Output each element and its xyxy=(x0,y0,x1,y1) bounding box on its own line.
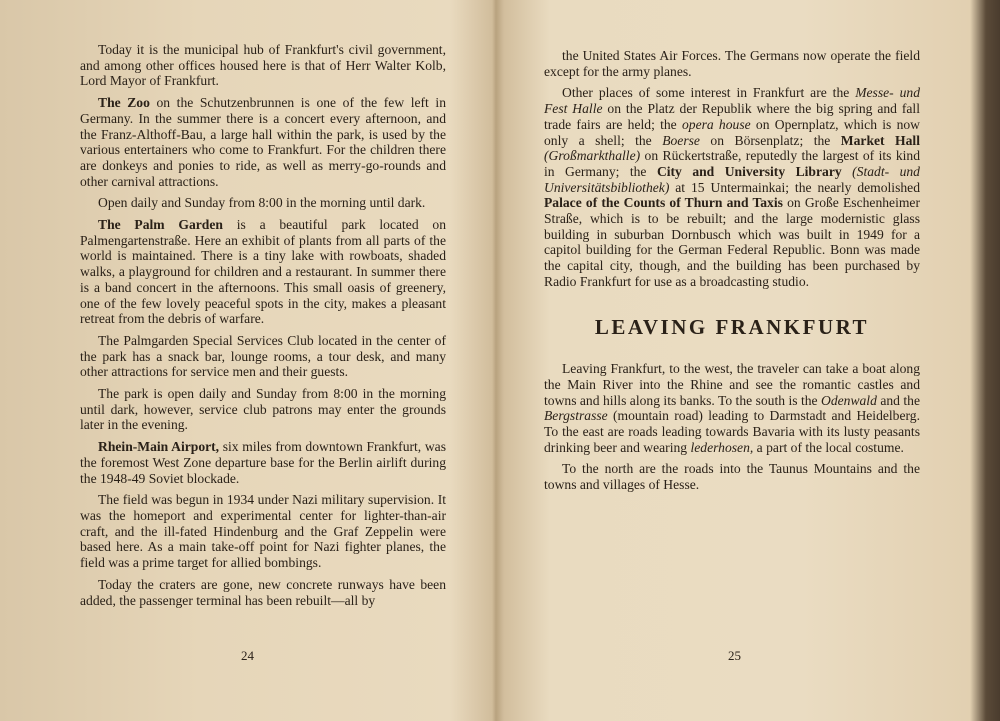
bold-term: Market Hall xyxy=(840,132,920,148)
italic-term: Boerse xyxy=(662,132,700,148)
italic-term: lederhosen, xyxy=(690,439,754,455)
right-page-text-before xyxy=(544,48,920,290)
paragraph: The Palm Garden is a beautiful park located on Palmengartenstraße. Here an exhibit of plants from all parts of the world is maintained. There is a tiny lake with rowboats, shaded walks, a playground for children and a restaurant. In summer there is a band concert in the afternoons. This small oasis of greenery, one of the few lovely peaceful spots in the city, makes a pleasant retreat from the debris of warfare. xyxy=(80,217,446,327)
right-page-text xyxy=(544,48,920,499)
right-page-text-after xyxy=(544,361,920,493)
italic-term: (Großmarkthalle) xyxy=(544,148,641,164)
paragraph: The park is open daily and Sunday from 8:00 in the morning until dark, however, service club patrons may enter the grounds later in the evening. xyxy=(80,386,446,433)
paragraph: The Palmgarden Special Services Club located in the center of the park has a snack bar, lounge rooms, a tour desk, and many other attractions for service men and their guests. xyxy=(80,332,446,380)
right-page-number: 25 xyxy=(728,648,741,663)
section-heading: LEAVING FRANKFURT xyxy=(594,314,870,339)
italic-term: (Stadt- und Universitätsbibliothek) xyxy=(544,163,920,195)
left-page-number: 24 xyxy=(241,648,254,663)
paragraph: Other places of some interest in Frankfurt are the Messe- und Fest Halle on the Platz der Republik where the big spring and fall trade fairs are held; the opera house on Opernplatz, which is now only a shell; the Boerse on Börsenplatz; the Market Hall (Großmarkthalle) on Rückertstraße, reputedly the largest of its kind in Germany; the City and University Library (Stadt- und Universitätsbibliothek) at 15 Untermainkai; the nearly demolished Palace of the Counts of Thurn and Taxis on Große Eschenheimer Straße, which is to be rebuilt; and the large modernistic glass building in suburban Dornbusch which was built in 1949 for a capitol building for the German Federal Republic. Bonn was made the capital city, though, and the building has been purchased by Radio Frankfurt for use as a broadcasting studio. xyxy=(544,85,920,289)
italic-term: opera house xyxy=(681,116,751,132)
paragraph: To the north are the roads into the Taunus Mountains and the towns and villages of Hesse. xyxy=(544,461,920,493)
paragraph: Today the craters are gone, new concrete runways have been added, the passenger terminal has been rebuilt—all by xyxy=(80,576,446,608)
paragraph: Open daily and Sunday from 8:00 in the morning until dark. xyxy=(98,195,426,211)
paragraph: the United States Air Forces. The Germans now operate the field except for the army planes. xyxy=(544,48,920,79)
italic-term: Odenwald xyxy=(821,392,877,408)
paragraph: Rhein-Main Airport, six miles from downtown Frankfurt, was the foremost West Zone departure base for the Berlin airlift during the 1948-49 Soviet blockade. xyxy=(80,439,446,486)
paragraph: The Zoo on the Schutzenbrunnen is one of the few left in Germany. In the summer there is a concert every afternoon, and the Franz-Althoff-Bau, a large hall within the park, is used by the various entertainers who come to Frankfurt. For the children there are donkeys and ponies to ride, as well as merry-go-rounds and other carnival attractions. xyxy=(80,95,446,189)
paragraph: Leaving Frankfurt, to the west, the traveler can take a boat along the Main River into the Rhine and see the romantic castles and towns and hills along its banks. To the south is the Odenwald and the Bergstrasse (mountain road) leading to Darmstadt and Heidelberg. To the east are roads leading towards Bavaria with its lusty peasants drinking beer and wearing lederhosen, a part of the local costume. xyxy=(544,361,920,455)
bold-term: City and University Library xyxy=(656,163,842,179)
italic-term: Messe- und Fest Halle xyxy=(544,85,920,117)
bold-term: The Palm Garden xyxy=(98,217,223,233)
bold-term: Rhein-Main Airport, xyxy=(98,439,220,455)
bold-term: Palace of the Counts of Thurn and Taxis xyxy=(544,195,783,211)
paragraph: Today it is the municipal hub of Frankfurt's civil government, and among other offices housed here is that of Herr Walter Kolb, Lord Mayor of Frankfurt. xyxy=(80,42,446,89)
right-page xyxy=(504,0,984,721)
left-page-text xyxy=(80,42,446,614)
paragraph: The field was begun in 1934 under Nazi military supervision. It was the homeport and experimental center for lighter-than-air craft, and the ill-fated Hindenburg and the Graf Zeppelin were based here. As a main take-off point for Nazi fighter planes, the field was a prime target for allied bombings. xyxy=(80,492,446,571)
bold-term: The Zoo xyxy=(98,95,150,111)
italic-term: Bergstrasse xyxy=(544,408,608,424)
left-page xyxy=(0,0,492,721)
